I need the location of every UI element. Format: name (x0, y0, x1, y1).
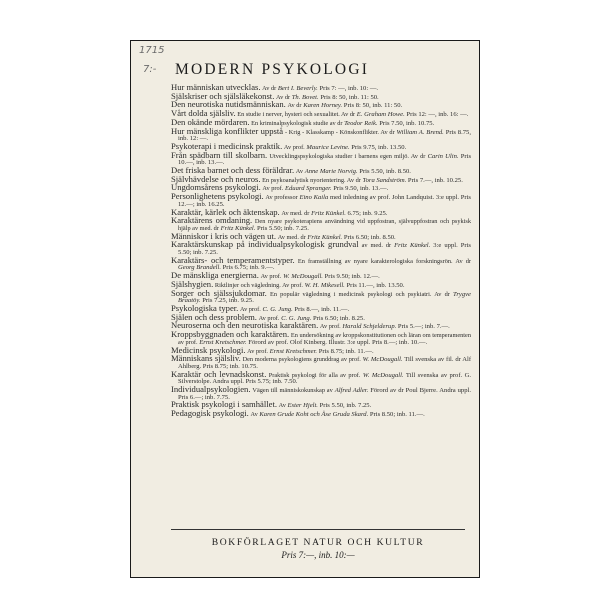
book-price: Pris 7.25, inb. 9.25. (202, 297, 254, 305)
book-price: Pris 8.—, inb. 11.—. (294, 305, 350, 313)
book-price: Pris 5.50, inb. 8.50. (359, 168, 411, 176)
book-description: - Krig - Klasskamp - Könskonflikter. Av dr (284, 128, 395, 136)
book-author: C. G. Jung. (281, 314, 312, 322)
book-title: Neuroserna och den neurotiska karaktären. (171, 320, 319, 331)
book-author: Fritz Künkel. (394, 242, 431, 250)
book-author: Maurice Levine. (306, 143, 350, 151)
book-price: Pris 12: —, inb. 16: —. (406, 111, 469, 119)
book-description: Av prof. (247, 347, 269, 355)
book-price: Pris 5.—; inb. 7.—. (397, 323, 450, 331)
book-author: Teodor Reik. (344, 119, 378, 127)
book-price: Pris 9.50; inb. 12.—. (324, 273, 380, 281)
book-author: Anne Marie Norvig. (304, 168, 358, 176)
book-title: Självhävdelse och neuros. (171, 173, 261, 184)
book-description: Den nyare psykoterapiens användning vid uppfostran, självuppfostran och psykisk hjälp av med. dr (178, 218, 471, 232)
book-list (171, 84, 471, 419)
book-author: W. McDougall. (362, 356, 403, 364)
book-price: Pris 6.75; inb. 9.—. (222, 264, 275, 272)
list-item (171, 410, 471, 419)
handwritten-note: 1715 (139, 45, 165, 56)
book-author: Tora Sandström. (362, 176, 407, 184)
book-title: Karaktärs- och temperamentstyper. (171, 254, 295, 265)
book-author: Harald Schjelderup. (342, 323, 397, 331)
book-title: Den okände mördaren. (171, 116, 250, 127)
book-price: Pris 8: 50, inb. 11: 50. (320, 93, 379, 101)
book-author: Karen Horney. (303, 102, 343, 110)
book-description: En undersökning av kroppskonstitutionen och läran om temperamenten av prof. (178, 332, 472, 346)
book-title: Ungdomsårens psykologi. (171, 182, 261, 193)
book-title: Själskriser och själsläkekonst. (171, 90, 275, 101)
book-description: Utvecklingspsykologiska studier i barnens egen miljö. Av dr (269, 152, 426, 160)
book-title: Personlighetens psykologi. (171, 191, 264, 202)
book-description: Av dr (276, 93, 291, 101)
book-price: Pris 5.50; inb. 7.25. (257, 224, 309, 232)
book-title: Praktisk psykologi i samhället. (171, 399, 277, 410)
book-title: Karaktär och levnadskonst. (171, 368, 267, 379)
book-title: Kroppsbyggnaden och karaktären. (171, 329, 290, 340)
book-description: Av dr (287, 102, 302, 110)
book-author: Th. Bovet. (291, 93, 319, 101)
book-description: Av dr (262, 85, 277, 92)
book-description: Praktisk psykologi för alla av prof. (268, 371, 361, 379)
book-title: Psykoterapi i medicinsk praktik. (171, 140, 283, 151)
book-description: Av professor (265, 194, 298, 202)
book-author: Eino Kaila (299, 194, 329, 202)
book-title: Sorger och själssjukdomar. (171, 287, 267, 298)
book-description: Av prof. (283, 143, 305, 151)
book-description: Den moderna psykologiens grunddrag av prof. (242, 356, 361, 364)
book-description: Riktlinjer och vägledning. Av prof. (214, 281, 303, 289)
book-author: Fritz Künkel. (311, 209, 346, 217)
book-description: Av (250, 411, 258, 419)
book-price: Pris 9.75, inb. 13.50. (351, 143, 407, 151)
book-price: Pris 11.—, inb. 13.50. (346, 281, 405, 289)
book-description: Av prof. (319, 323, 341, 331)
book-title: Det friska barnet och dess föräldrar. (171, 165, 295, 176)
book-price: Pris 6.50; inb. 8.50. (343, 233, 396, 241)
book-price: 6.75; inb. 9.25. (347, 209, 388, 217)
book-description: Av prof. (239, 305, 261, 313)
book-price: Till svenska av fil. dr Alf Ahlberg. Pris 8.75; inb. 10.75. (178, 356, 472, 370)
book-price: 3:e uppl. Pris 5.50; inb. 7.25. (178, 242, 471, 257)
book-title: Karaktär, kärlek och äktenskap. (171, 206, 280, 217)
book-author: Karen Grude Koht och Åse Gruda Skard. (259, 411, 369, 419)
book-author: W. McDougall. (283, 273, 323, 281)
book-description: Vägen till människokunskap av (252, 387, 333, 395)
book-description: av med. dr (361, 242, 392, 250)
book-price: Förord av prof. Olof Kinberg. Illustr. 3:e uppl. Pris 8.—; inb. 10.—. (248, 338, 428, 346)
book-description: Av (295, 168, 304, 176)
book-price: med inledning av prof. John Landquist. 3:e uppl. Pris 12.—; inb. 16.25. (178, 194, 471, 208)
series-price: Pris 7:—, inb. 10:— (281, 550, 355, 560)
book-description: Av prof. (260, 273, 282, 281)
book-description: En kriminalpsykologisk studie av dr (251, 119, 343, 127)
book-description: Av (278, 402, 286, 410)
book-price: Pris 10.—, inb. 13.—. (178, 152, 472, 167)
book-price: Pris 7.50, inb. 10.75. (379, 119, 435, 127)
book-author: Georg Brandell. (178, 264, 221, 272)
book-author: E. Graham Howe. (356, 111, 405, 119)
book-price: Pris 8.75, inb. 12: —. (178, 128, 471, 143)
book-author: Ester Hjelt. (287, 402, 318, 410)
book-price: Pris 5.50, inb. 7.25. (319, 402, 372, 410)
book-author: Bert I. Beverly. (277, 85, 318, 92)
book-price: Pris 9.50, inb. 13.—. (333, 185, 389, 193)
book-title: De mänskliga energierna. (171, 270, 259, 281)
publisher-name: BOKFÖRLAGET NATUR OCH KULTUR (211, 537, 425, 548)
book-price: Pris 6.50; inb. 8.25. (313, 314, 365, 322)
book-page (130, 40, 480, 578)
book-title: Karaktärens omdaning. (171, 215, 253, 226)
divider (171, 529, 465, 530)
book-author: Trygve Braatöy. (178, 290, 471, 305)
book-author: Fritz Künkel. (220, 224, 256, 232)
book-title: Karaktärskunskap på individualpsykologisk grundval (171, 239, 359, 250)
book-title: Hur mänskliga konflikter uppstå (171, 125, 284, 136)
book-price: Pris 7: —, inb. 10: —. (319, 85, 379, 92)
book-title: Själshygien. (171, 278, 214, 289)
book-author: Fritz Künkel. (307, 233, 343, 241)
book-description: Av prof. (262, 185, 284, 193)
book-title: Individualpsykologien. (171, 384, 251, 395)
book-author: C. G. Jung. (262, 305, 293, 313)
book-title: Själen och dess problem. (171, 311, 257, 322)
list-item (171, 272, 471, 281)
book-title: Vårt dolda själsliv. (171, 108, 236, 119)
book-description: Av prof. (258, 314, 280, 322)
book-title: Hur människan utvecklas. (171, 82, 261, 92)
book-price: Pris 8.50; inb. 11.—. (369, 411, 425, 419)
book-price: Till svenska av prof. G. Silverstolpe. Andra uppl. Pris 5.75; inb. 7.50. (178, 371, 472, 386)
book-price: Förord av dr Poul Bjerre. Andra uppl. Pris 6.—; inb. 7.75. (178, 387, 472, 401)
book-title: Den neurotiska nutidsmänniskan. (171, 99, 286, 110)
book-price: Pris 7.—, inb. 10.25. (407, 176, 463, 184)
book-title: Människor i kris och vägen ut. (171, 230, 277, 241)
book-author: Alfred Adler. (334, 387, 369, 395)
page-title: MODERN PSYKOLOGI (175, 61, 370, 78)
book-author: Ernst Kretschmer. (269, 347, 318, 355)
book-description: Av med. dr (281, 209, 310, 217)
book-author: W. H. Mikesell. (304, 281, 345, 289)
book-author: Eduard Spranger. (284, 185, 332, 193)
book-description: En framställning av nyare karakterologiska forskningsrön. Av dr (297, 257, 471, 265)
book-description: En populär vägledning i medicinsk psykologi och psykiatri. Av dr (270, 290, 450, 298)
book-description: En psykoanalytisk nyorientering. Av dr (262, 176, 361, 184)
book-description: Av med. dr (277, 233, 306, 241)
book-author: William A. Brend. (396, 128, 444, 136)
book-price: Pris 8.75; inb. 11.—. (318, 347, 374, 355)
book-price: Pris 8: 50, inb. 11: 50. (343, 102, 403, 110)
book-author: W. McDougall. (362, 371, 404, 379)
book-author: Ernst Kretschmer. (199, 338, 247, 346)
book-author: Carin Ulin. (427, 152, 459, 160)
book-title: Medicinsk psykologi. (171, 344, 246, 355)
book-description: En studie i nerver, hysteri och sexualitet. Av dr (237, 111, 356, 119)
book-title: Människans själsliv. (171, 353, 241, 364)
book-title: Pedagogisk psykologi. (171, 408, 249, 419)
book-title: Från spädbarn till skolbarn. (171, 149, 268, 160)
handwritten-note: 7:- (143, 64, 157, 75)
book-title: Psykologiska typer. (171, 302, 239, 313)
